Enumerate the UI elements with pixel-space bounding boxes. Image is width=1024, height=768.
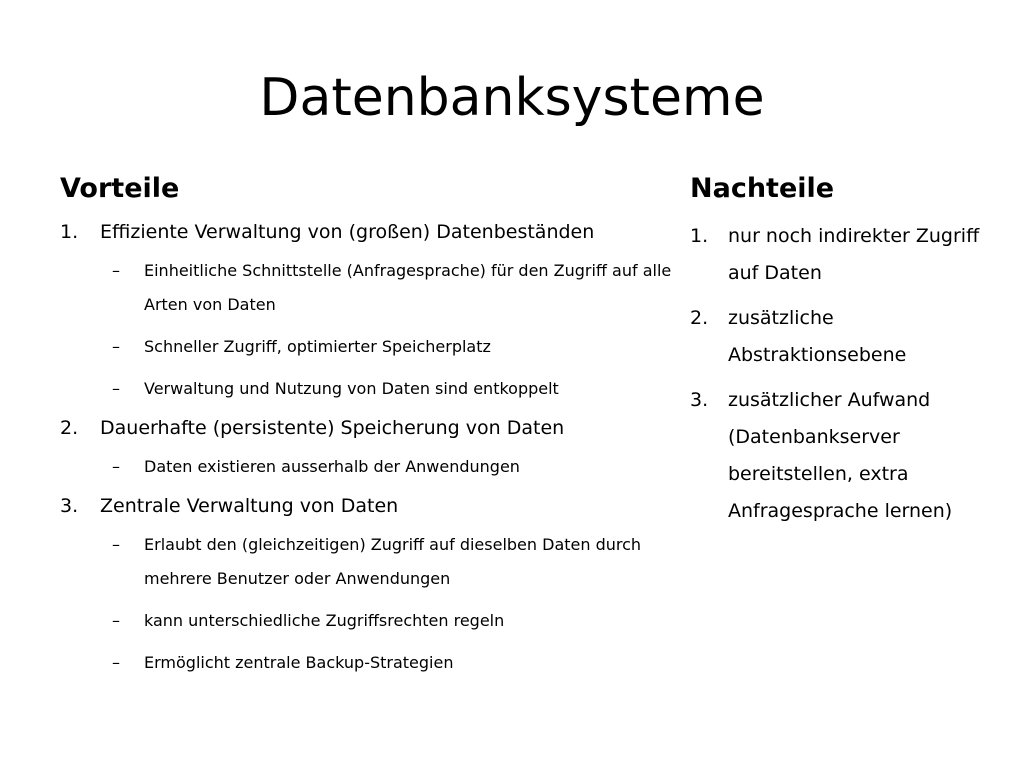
- item-text: zusätzlicher Aufwand (Datenbankserver bereitstellen, extra Anfragesprache lernen): [728, 389, 953, 522]
- item-text: Dauerhafte (persistente) Speicherung von Daten: [100, 417, 565, 439]
- disadvantage-item-1: [690, 218, 990, 292]
- advantage-1-sub-2: [60, 330, 680, 364]
- sub-text: Schneller Zugriff, optimierter Speicherplatz: [144, 337, 491, 356]
- advantage-item-1: [60, 218, 680, 246]
- disadvantage-item-3: [690, 382, 990, 530]
- disadvantages-column: [690, 168, 990, 538]
- advantages-column: [60, 168, 680, 688]
- sub-text: Einheitliche Schnittstelle (Anfragesprache) für den Zugriff auf alle Arten von Daten: [144, 261, 672, 314]
- item-text: nur noch indirekter Zugriff auf Daten: [728, 225, 980, 284]
- advantage-item-3: [60, 492, 680, 520]
- advantages-heading: Vorteile: [60, 173, 180, 204]
- disadvantages-heading: Nachteile: [690, 173, 835, 204]
- dash-bullet: –: [112, 457, 120, 476]
- advantage-item-2: [60, 414, 680, 442]
- item-number: 1.: [60, 221, 79, 243]
- item-number: 3.: [60, 495, 79, 517]
- dash-bullet: –: [112, 379, 120, 398]
- advantage-3-sub-2: [60, 604, 680, 638]
- slide-title: Datenbanksysteme: [259, 68, 765, 128]
- sub-text: Verwaltung und Nutzung von Daten sind entkoppelt: [144, 379, 559, 398]
- sub-text: Erlaubt den (gleichzeitigen) Zugriff auf dieselben Daten durch mehrere Benutzer oder Anwendungen: [144, 535, 642, 588]
- advantage-2-sub-1: [60, 450, 680, 484]
- item-number: 2.: [60, 417, 79, 439]
- advantage-1-sub-3: [60, 372, 680, 406]
- item-text: zusätzliche Abstraktionsebene: [728, 307, 907, 366]
- advantage-3-sub-3: [60, 646, 680, 680]
- dash-bullet: –: [112, 337, 120, 356]
- advantage-1-sub-1: [60, 254, 680, 322]
- dash-bullet: –: [112, 611, 120, 630]
- item-number: 1.: [690, 225, 709, 247]
- dash-bullet: –: [112, 653, 120, 672]
- sub-text: Ermöglicht zentrale Backup-Strategien: [144, 653, 454, 672]
- sub-text: Daten existieren ausserhalb der Anwendungen: [144, 457, 520, 476]
- dash-bullet: –: [112, 261, 120, 280]
- item-number: 3.: [690, 389, 709, 411]
- advantage-3-sub-1: [60, 528, 680, 596]
- item-text: Effiziente Verwaltung von (großen) Datenbeständen: [100, 221, 595, 243]
- dash-bullet: –: [112, 535, 120, 554]
- item-text: Zentrale Verwaltung von Daten: [100, 495, 399, 517]
- sub-text: kann unterschiedliche Zugriffsrechten regeln: [144, 611, 505, 630]
- item-number: 2.: [690, 307, 709, 329]
- disadvantage-item-2: [690, 300, 990, 374]
